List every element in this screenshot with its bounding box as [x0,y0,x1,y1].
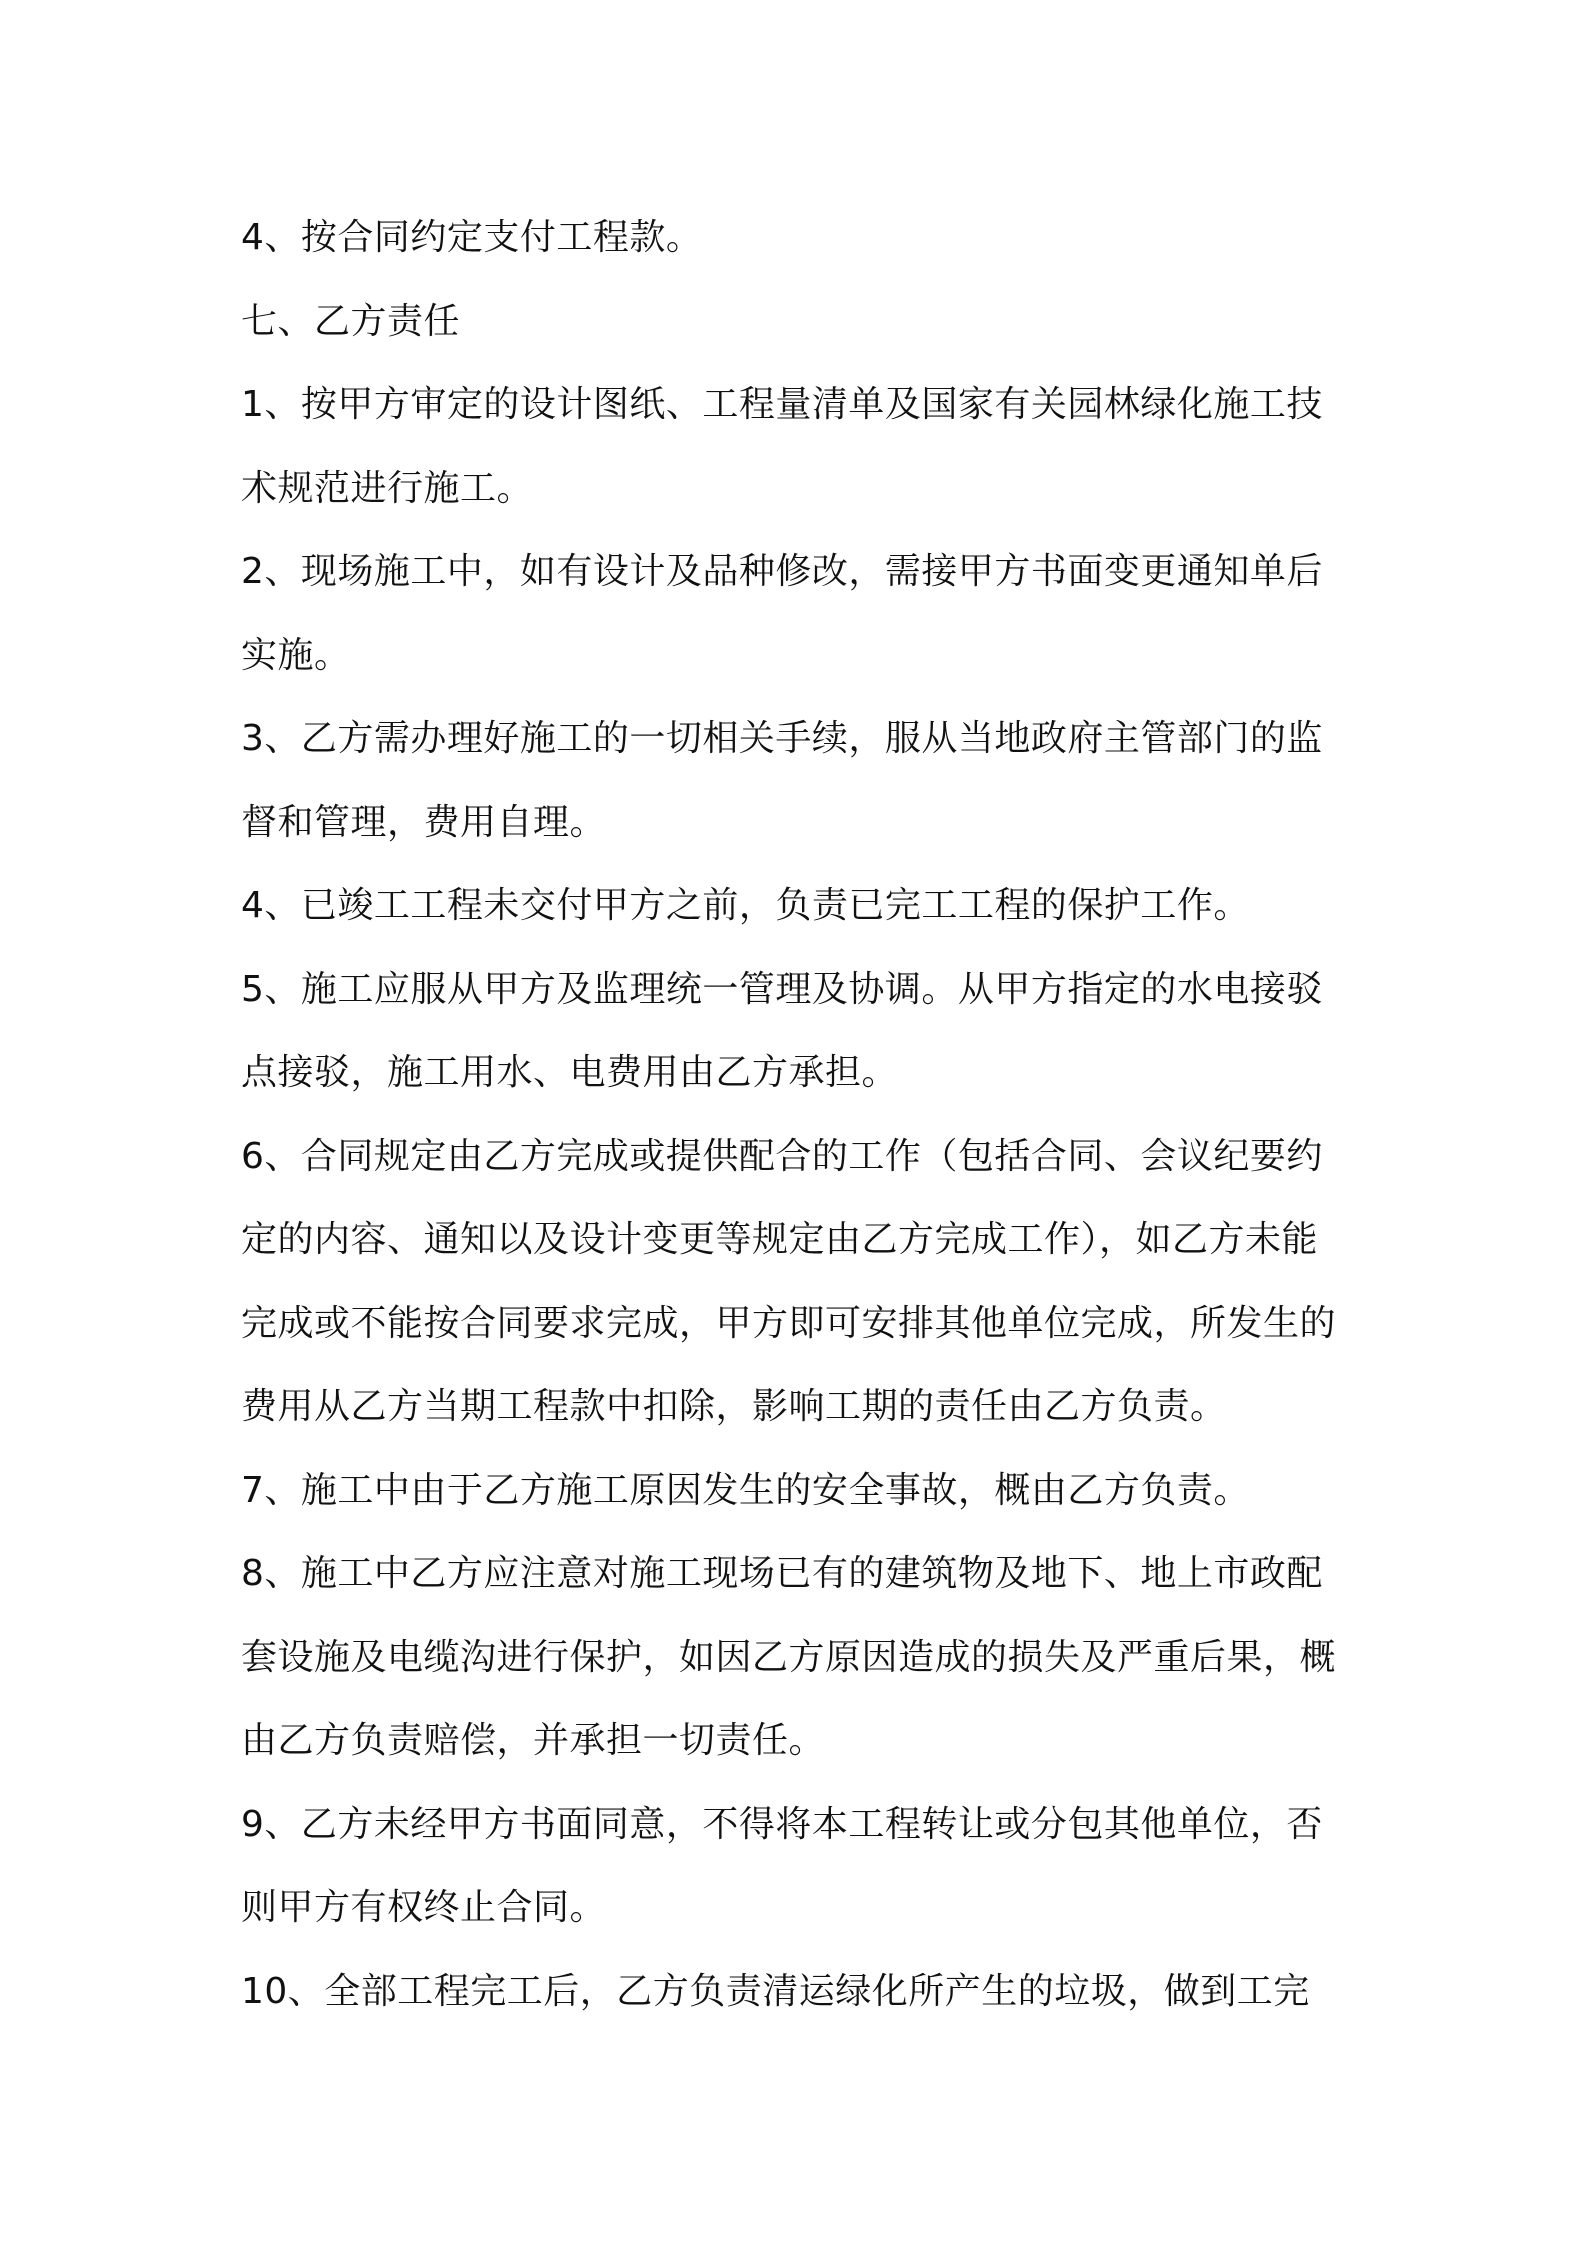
text-line: 4、按合同约定支付工程款。 [241,217,703,258]
text-line: 实施。 [241,634,351,676]
section-heading: 七、乙方责任 [241,300,461,342]
text-line: 3、乙方需办理好施工的一切相关手续，服从当地政府主管部门的监 [241,718,1323,759]
text-line: 9、乙方未经甲方书面同意，不得将本工程转让或分包其他单位，否 [241,1803,1323,1845]
text-line: 套设施及电缆沟进行保护，如因乙方原因造成的损失及严重后果，概 [241,1636,1337,1678]
text-line: 费用从乙方当期工程款中扣除，影响工期的责任由乙方负责。 [241,1386,1227,1427]
text-line: 术规范进行施工。 [241,467,534,509]
text-line: 10、全部工程完工后，乙方负责清运绿化所产生的垃圾，做到工完 [241,1970,1310,2012]
document-body [241,196,1361,2033]
text-line: 7、施工中由于乙方施工原因发生的安全事故，概由乙方负责。 [241,1469,1250,1511]
text-line: 1、按甲方审定的设计图纸、工程量清单及国家有关园林绿化施工技 [241,384,1323,425]
text-line: 6、合同规定由乙方完成或提供配合的工作（包括合同、会议纪要约 [241,1135,1323,1177]
text-line: 定的内容、通知以及设计变更等规定由乙方完成工作），如乙方未能 [241,1219,1319,1260]
text-line: 则甲方有权终止合同。 [241,1887,607,1928]
text-line: 完成或不能按合同要求完成，甲方即可安排其他单位完成，所发生的 [241,1302,1337,1344]
text-line: 8、施工中乙方应注意对施工现场已有的建筑物及地下、地上市政配 [241,1553,1323,1594]
text-line: 5、施工应服从甲方及监理统一管理及协调。从甲方指定的水电接驳 [241,968,1323,1010]
text-line: 点接驳，施工用水、电费用由乙方承担。 [241,1052,899,1093]
text-line: 由乙方负责赔偿，并承担一切责任。 [241,1720,826,1761]
text-line: 2、现场施工中，如有设计及品种修改，需接甲方书面变更通知单后 [241,551,1323,592]
text-line: 4、已竣工工程未交付甲方之前，负责已完工工程的保护工作。 [241,885,1250,926]
text-line: 督和管理，费用自理。 [241,801,607,843]
